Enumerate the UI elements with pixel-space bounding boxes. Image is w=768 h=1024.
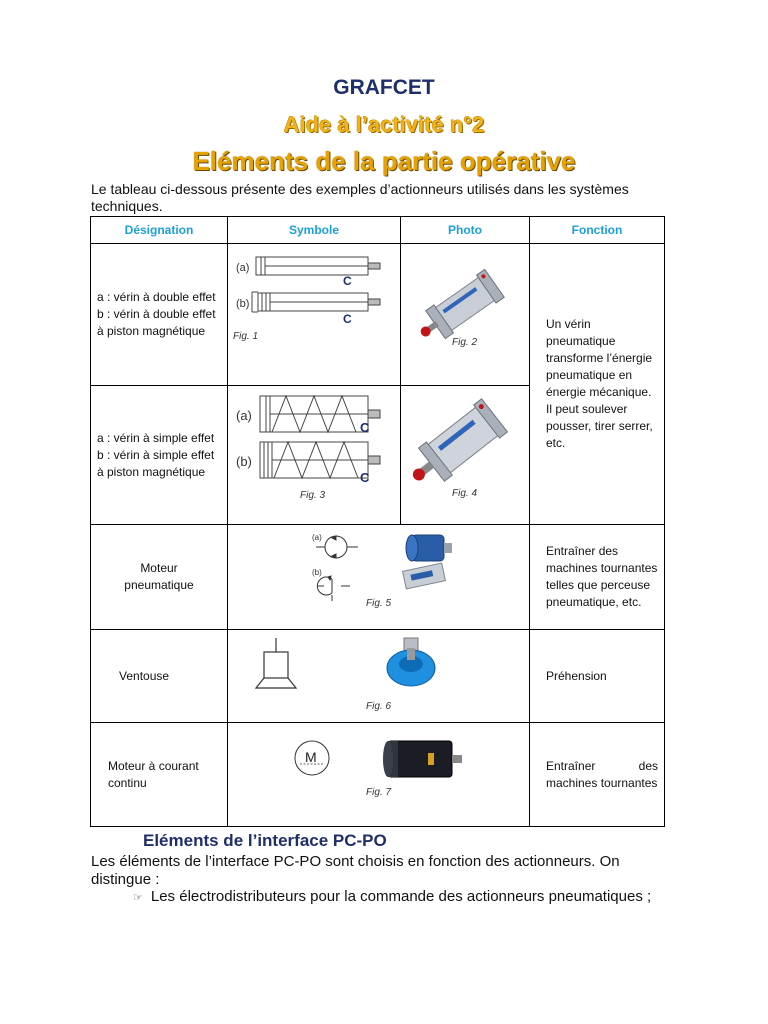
table-row [91, 244, 665, 386]
double-acting-cylinder-symbol [228, 244, 401, 385]
symbol-cell [228, 386, 401, 525]
fig-caption: Fig. 4 [452, 488, 478, 499]
fig-caption: Fig. 5 [366, 598, 392, 609]
symbol-label-c-a: C [343, 274, 352, 288]
symbol-photo-cell [228, 525, 530, 630]
designation-cell [91, 244, 228, 386]
designation-a: a : vérin à simple effet [97, 430, 215, 445]
function-cell [530, 525, 665, 630]
fig-caption: Fig. 3 [300, 490, 326, 501]
designation-cell [91, 630, 228, 723]
activity-subtitle: Aide à l’activité n°2 [283, 112, 485, 137]
symbol-label-c-b: C [360, 470, 370, 485]
designation-text: Moteur à courant continu [108, 758, 199, 790]
symbol-label-a: (a) [236, 262, 250, 274]
table-header-row [91, 217, 665, 244]
suction-cup-photo [387, 638, 435, 686]
fig-caption: Fig. 6 [366, 701, 392, 712]
designation-cell [91, 723, 228, 827]
designation-cell [91, 525, 228, 630]
designation-a: a : vérin à double effet [97, 290, 216, 304]
fig-caption: Fig. 1 [233, 331, 259, 342]
interface-heading: Eléments de l’interface PC-PO [143, 831, 387, 850]
symbol-label-b: (b) [312, 568, 322, 577]
interface-paragraph: Les éléments de l’interface PC-PO sont choisis en fonction des actionneurs. On distingue : [91, 853, 620, 888]
function-text: Préhension [546, 668, 607, 683]
designation-b: b : vérin à simple effet à piston magnétique [97, 447, 215, 479]
designation-b: b : vérin à double effet à piston magnétique [97, 307, 216, 338]
function-text: Entraîner des machines tournantes [546, 758, 658, 790]
header-designation: Désignation [91, 217, 228, 244]
symbol-label-b: (b) [236, 298, 250, 310]
interface-bullet [133, 888, 651, 907]
motor-m-label: M [305, 749, 317, 765]
pneumatic-motor-symbol [228, 525, 530, 629]
function-text: Entraîner des machines tournantes telles que perceuse pneumatique, etc. [546, 544, 658, 609]
photo-cell [401, 244, 530, 386]
symbol-photo-cell [228, 723, 530, 827]
actuators-table [90, 216, 665, 827]
table-row [91, 723, 665, 827]
table-row [91, 525, 665, 630]
dc-motor-photo [383, 741, 462, 777]
header-fonction: Fonction [530, 217, 665, 244]
symbol-label-b: (b) [236, 454, 252, 469]
bullet-text: Les électrodistributeurs pour la commande des actionneurs pneumatiques ; [150, 888, 652, 905]
function-cell [530, 630, 665, 723]
header-symbole: Symbole [228, 217, 401, 244]
function-cell-verins [530, 244, 665, 525]
pneumatic-motor-photo [403, 535, 452, 589]
cylinder-photo [401, 244, 530, 385]
pointing-hand-icon: ☞ [133, 892, 143, 904]
dc-motor-symbol [228, 723, 530, 826]
symbol-cell [228, 244, 401, 386]
designation-text: Ventouse [119, 668, 170, 683]
function-text: Un vérin pneumatique transforme l’énergie pneumatique en énergie mécanique. Il peut soulever pousser, tirer serrer, etc. [546, 317, 653, 450]
function-cell [530, 723, 665, 827]
header-photo: Photo [401, 217, 530, 244]
intro-paragraph: Le tableau ci-dessous présente des exemples d’actionneurs utilisés dans les systèmes techniques. [91, 181, 629, 214]
cylinder-photo [401, 386, 530, 524]
symbol-label-c-a: C [360, 420, 370, 435]
designation-cell [91, 386, 228, 525]
designation-text: Moteur pneumatique [124, 561, 194, 592]
symbol-photo-cell [228, 630, 530, 723]
section-title: Eléments de la partie opérative [192, 146, 576, 176]
table-row [91, 630, 665, 723]
fig-caption: Fig. 2 [452, 337, 478, 348]
symbol-label-a: (a) [236, 408, 252, 423]
symbol-label-c-b: C [343, 312, 352, 326]
page-title: GRAFCET [333, 76, 435, 99]
photo-cell [401, 386, 530, 525]
fig-caption: Fig. 7 [366, 787, 392, 798]
symbol-label-a: (a) [312, 533, 322, 542]
